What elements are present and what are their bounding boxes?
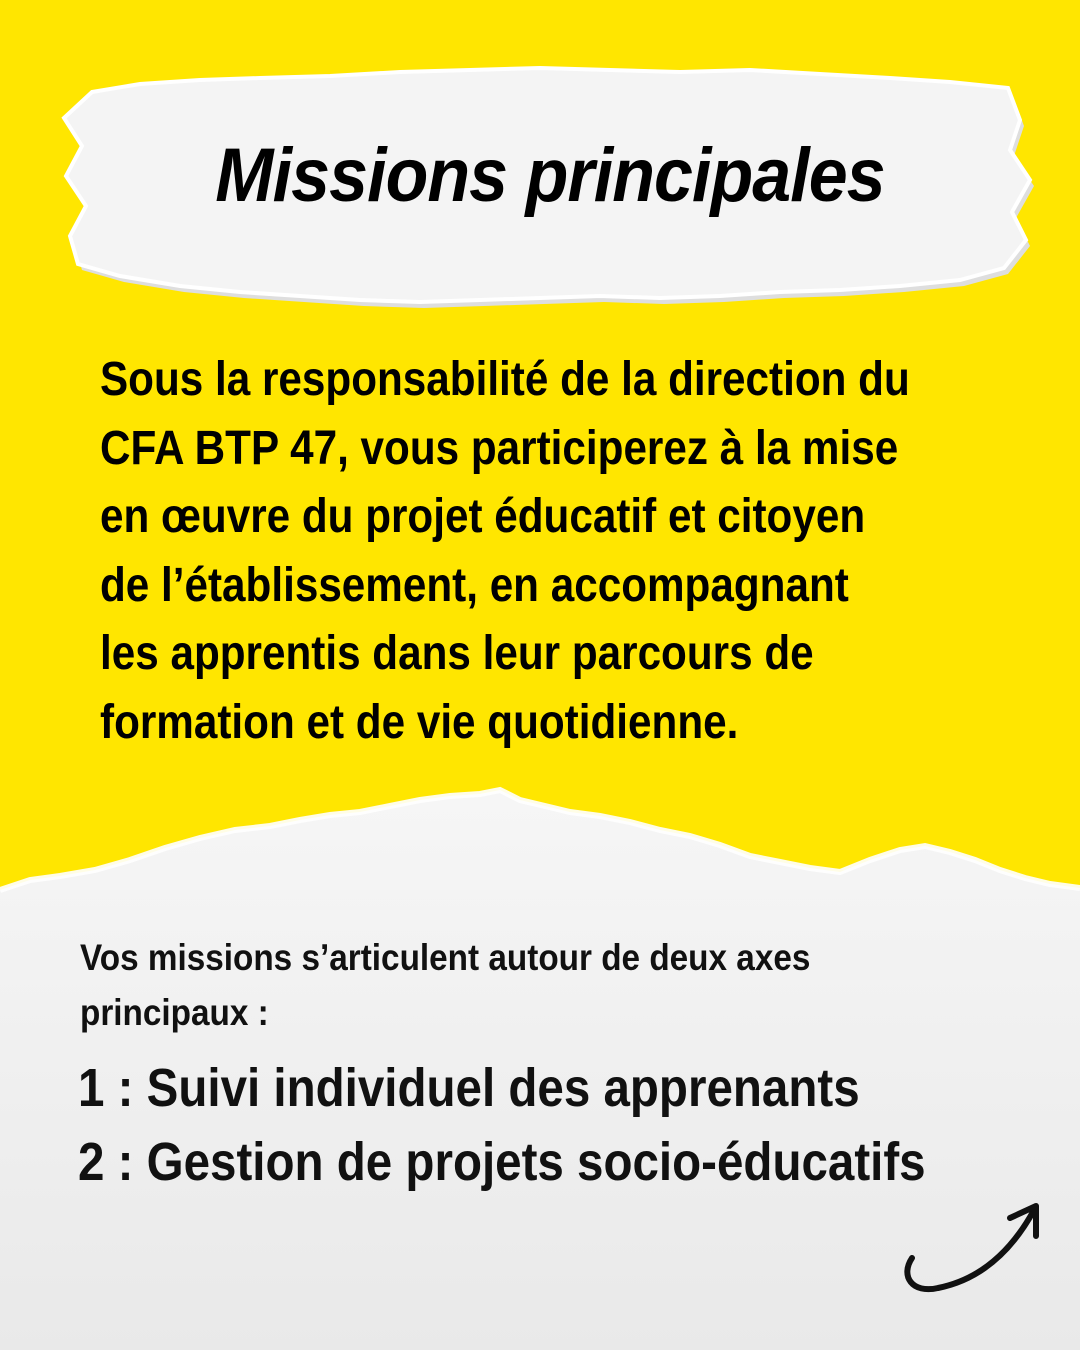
axis-item-1: 1 : Suivi individuel des apprenants bbox=[78, 1058, 860, 1118]
intro-line: CFA BTP 47, vous participerez à la mise bbox=[100, 421, 899, 475]
intro-line: de l’établissement, en accompagnant bbox=[100, 558, 849, 612]
intro-line: formation et de vie quotidienne. bbox=[100, 695, 739, 749]
axis-item-2: 2 : Gestion de projets socio-éducatifs bbox=[78, 1132, 926, 1192]
lead-line: principaux : bbox=[80, 992, 269, 1033]
intro-line: les apprentis dans leur parcours de bbox=[100, 627, 814, 680]
intro-line: Sous la responsabilité de la direction du bbox=[100, 353, 910, 406]
lead-line: Vos missions s’articulent autour de deux axes bbox=[80, 937, 811, 978]
missions-lead-text bbox=[80, 930, 980, 1040]
intro-paragraph bbox=[100, 346, 962, 757]
page-title: Missions principales bbox=[215, 133, 885, 218]
curved-arrow-icon[interactable] bbox=[898, 1196, 1048, 1296]
intro-line: en œuvre du projet éducatif et citoyen bbox=[100, 490, 866, 543]
